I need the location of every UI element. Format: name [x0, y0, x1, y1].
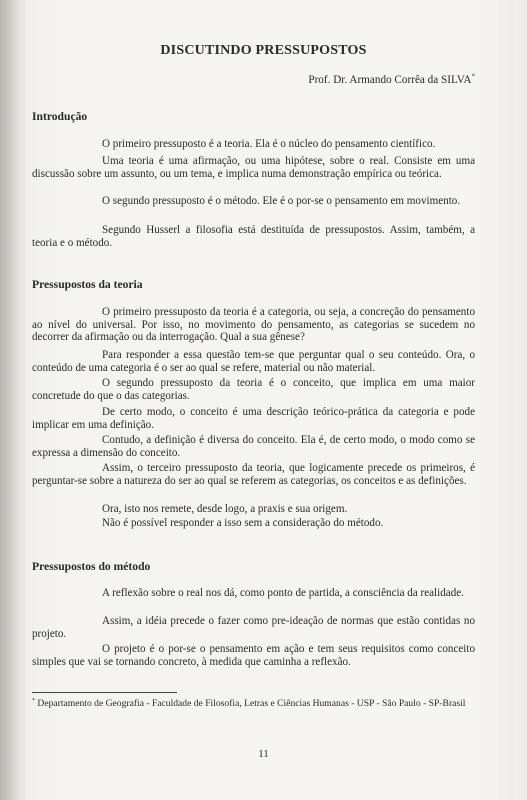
paragraph: Segundo Husserl a filosofia está destituída de pressupostos. Assim, também, a teoria e o método. — [32, 224, 475, 249]
section-heading-pressupostos-metodo: Pressupostos do método — [32, 560, 151, 573]
paragraph: Assim, o terceiro pressuposto da teoria, que logicamente precede os primeiros, é perguntar-se sobre a natureza do ser ao qual se referem as categorias, os conceitos e as definições. — [32, 462, 475, 487]
paragraph: Contudo, a definição é diversa do conceito. Ela é, de certo modo, o modo como se expressa a dimensão do conceito. — [32, 434, 475, 459]
paragraph: Ora, isto nos remete, desde logo, a praxis e sua origem. — [102, 503, 348, 515]
paragraph: O primeiro pressuposto é a teoria. Ela é o núcleo do pensamento científico. — [102, 138, 436, 150]
section-heading-introducao: Introdução — [32, 110, 88, 123]
paragraph: O segundo pressuposto é o método. Ele é o por-se o pensamento em movimento. — [102, 195, 461, 207]
paragraph: Não é possível responder a isso sem a consideração do método. — [102, 517, 384, 529]
paragraph: O segundo pressuposto da teoria é o conceito, que implica em uma maior concretude do que o das categorias. — [32, 377, 475, 402]
footnote-mark: * — [32, 697, 35, 704]
document-title: DISCUTINDO PRESSUPOSTOS — [160, 43, 367, 58]
section-heading-pressupostos-teoria: Pressupostos da teoria — [32, 278, 143, 291]
paragraph: Assim, a idéia precede o fazer como pre-ideação de normas que estão contidas no projeto. — [32, 615, 475, 640]
paragraph: O projeto é o por-se o pensamento em ação e tem seus requisitos como conceito simples que vai se tornando concreto, à medida que caminha a reflexão. — [32, 643, 475, 668]
paragraph: Uma teoria é uma afirmação, ou uma hipótese, sobre o real. Consiste em uma discussão sobre um assunto, ou um tema, e implica numa demonstração empírica ou teórica. — [32, 155, 475, 180]
page-number: 11 — [258, 748, 269, 760]
paragraph: De certo modo, o conceito é uma descrição teórico-prática da categoria e pode implicar em uma definição. — [32, 406, 475, 431]
page-edge-shadow — [0, 0, 28, 800]
paragraph: Para responder a essa questão tem-se que perguntar qual o seu conteúdo. Ora, o conteúdo de uma categoria é o ser ao qual se refere, material ou não material. — [32, 349, 475, 374]
author-footnote-mark: * — [471, 72, 475, 81]
footnote — [32, 698, 477, 710]
footnote-text: Departamento de Geografia - Faculdade de Filosofia, Letras e Ciências Humanas - USP - São Paulo - SP-Brasil — [37, 698, 466, 709]
author-line — [308, 74, 475, 86]
author-name: Prof. Dr. Armando Corrêa da SILVA — [308, 74, 472, 86]
paragraph: O primeiro pressuposto da teoria é a categoria, ou seja, a concreção do pensamento ao nível do universal. Por isso, no movimento do pensamento, as categorias se sucedem no decorrer da afirmação ou da interrogação. Qual a sua gênese? — [32, 306, 475, 344]
footnote-divider — [32, 692, 177, 693]
paragraph: A reflexão sobre o real nos dá, como ponto de partida, a consciência da realidade. — [102, 587, 464, 599]
